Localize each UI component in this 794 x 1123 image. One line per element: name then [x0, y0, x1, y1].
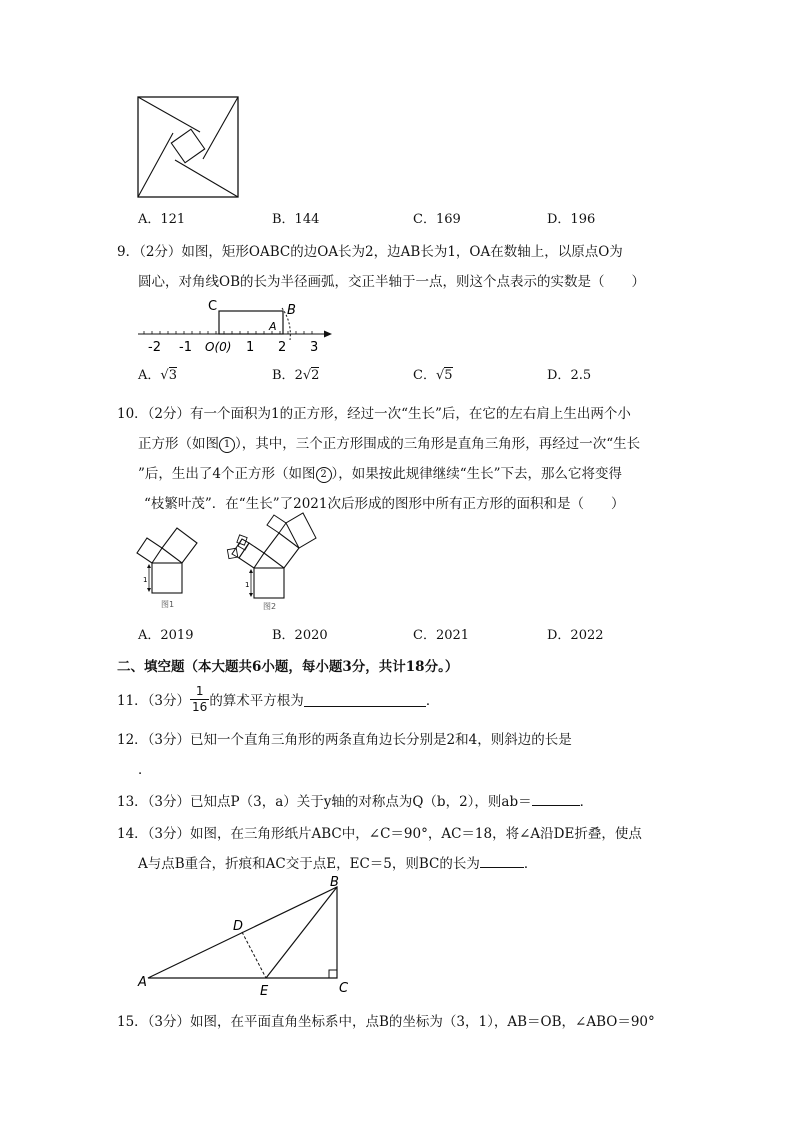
q14-triangle-figure: [134, 874, 356, 998]
section-2-heading: 二、填空题（本大题共6小题，每小题3分，共计18分。）: [117, 659, 459, 675]
q14-end: ．: [523, 856, 538, 872]
q10-circle-2: 2: [316, 467, 332, 483]
q9-tick-neg1: -1: [179, 340, 192, 355]
q9-option-d-letter: D．: [547, 368, 571, 383]
q9-option-b-radical: √: [302, 368, 312, 383]
q14-label-c: C: [339, 981, 349, 996]
q9-tick-origin: O(0): [205, 340, 232, 354]
q9-option-b: [272, 364, 319, 383]
q10-option-a: A．2019: [138, 628, 194, 643]
q10-text-line3a: ”后，生出了4个正方形（如图: [138, 466, 316, 482]
q9-tick-2: 2: [278, 340, 287, 355]
q9-option-c-value: 5: [444, 368, 453, 383]
q11-suffix: 的算术平方根为: [209, 693, 304, 709]
q14-text-line1: 14．（3分）如图，在三角形纸片ABC中，∠C＝90°，AC＝18，将∠A沿DE折叠，使点: [117, 826, 642, 842]
q9-option-a-letter: A．: [138, 368, 161, 383]
q14-label-e: E: [260, 984, 269, 998]
q13-question: [117, 790, 593, 810]
q10-fig1-caption: 图1: [161, 600, 175, 609]
q11-numerator: 1: [190, 684, 209, 700]
q8-option-d: D．196: [547, 212, 596, 227]
q9-label-a: A: [269, 320, 277, 333]
q12-text-line2: ．: [138, 762, 152, 778]
q10-text-line4: “枝繁叶茂”．在“生长”了2021次后形成的图形中所有正方形的面积和是（ ）: [144, 496, 625, 512]
q14-label-a: A: [138, 975, 147, 990]
q10-text-line2a: 正方形（如图: [138, 436, 219, 452]
q9-tick-3: 3: [310, 340, 319, 355]
q9-option-d-value: 2.5: [570, 368, 592, 383]
q10-text-line3: [138, 462, 622, 483]
q10-figure-2: [226, 512, 328, 616]
q9-option-c-letter: C．: [413, 368, 436, 383]
q11-denominator: 16: [192, 699, 208, 714]
q9-option-c: [413, 364, 453, 383]
q9-option-a-value: 3: [168, 368, 177, 383]
q14-answer-blank[interactable]: [480, 853, 524, 868]
q9-number-line-figure: [136, 296, 336, 356]
q15-text-line1: 15．（3分）如图，在平面直角坐标系中，点B的坐标为（3，1），AB＝OB，∠ABO＝90°: [117, 1014, 655, 1030]
q8-option-a: A．121: [138, 212, 186, 227]
q8-option-b: B．144: [272, 212, 320, 227]
q14-text-line2-wrap: [138, 852, 537, 872]
q10-option-d: D．2022: [547, 628, 604, 643]
q11-prefix: 11．（3分）: [117, 693, 191, 709]
q9-label-b: B: [287, 303, 296, 318]
q9-option-a: [138, 364, 177, 383]
q10-text-line2: [138, 432, 640, 453]
q10-fig1-side-label: 1: [143, 576, 148, 584]
q9-text-line1: 9．（2分）如图，矩形OABC的边OA长为2，边AB长为1，OA在数轴上，以原点O为: [117, 244, 623, 260]
q10-text-line3b: ），如果按此规律继续“生长”下去，那么它将变得: [331, 466, 623, 482]
q9-option-c-radical: √: [435, 368, 445, 383]
q10-fig2-side-label: 1: [245, 581, 250, 589]
q14-label-d: D: [233, 919, 244, 934]
q10-option-b: B．2020: [272, 628, 328, 643]
q9-option-b-value: 2: [311, 368, 320, 383]
q10-option-c: C．2021: [413, 628, 470, 643]
q11-question: [117, 682, 439, 716]
q11-fraction: [190, 684, 209, 715]
q10-figure-1: [136, 524, 206, 616]
q10-fig2-caption: 图2: [263, 602, 277, 611]
q11-answer-blank[interactable]: [304, 692, 426, 707]
q9-option-b-letter: B．: [272, 368, 295, 383]
q9-tick-1: 1: [246, 340, 255, 355]
q10-text-line1: 10．（2分）有一个面积为1的正方形，经过一次“生长”后，在它的左右肩上生出两个小: [117, 406, 631, 422]
q13-end: ．: [579, 794, 594, 810]
q10-text-line2b: ），其中，三个正方形围成的三角形是直角三角形，再经过一次“生长: [235, 436, 641, 452]
q8-option-c: C．169: [413, 212, 461, 227]
q14-label-b: B: [330, 875, 339, 890]
q10-circle-1: 1: [219, 437, 235, 453]
q9-option-d: [547, 364, 591, 383]
q8-pinwheel-figure: [137, 96, 239, 198]
q14-text-line2: A与点B重合，折痕和AC交于点E，EC＝5，则BC的长为: [138, 856, 480, 872]
q9-text-line2: 圆心，对角线OB的长为半径画弧，交正半轴于一点，则这个点表示的实数是（ ）: [138, 274, 645, 290]
q9-option-b-prefix: 2: [294, 368, 303, 383]
q13-answer-blank[interactable]: [532, 791, 580, 806]
q9-option-a-radical: √: [160, 368, 169, 383]
q9-tick-neg2: -2: [148, 340, 161, 355]
q12-text-line1: 12．（3分）已知一个直角三角形的两条直角边长分别是2和4，则斜边的长是: [117, 732, 572, 748]
q13-text: 13．（3分）已知点P（3，a）关于y轴的对称点为Q（b，2），则ab＝: [117, 794, 532, 810]
q9-label-c: C: [208, 299, 218, 314]
q11-end: ．: [425, 693, 440, 709]
